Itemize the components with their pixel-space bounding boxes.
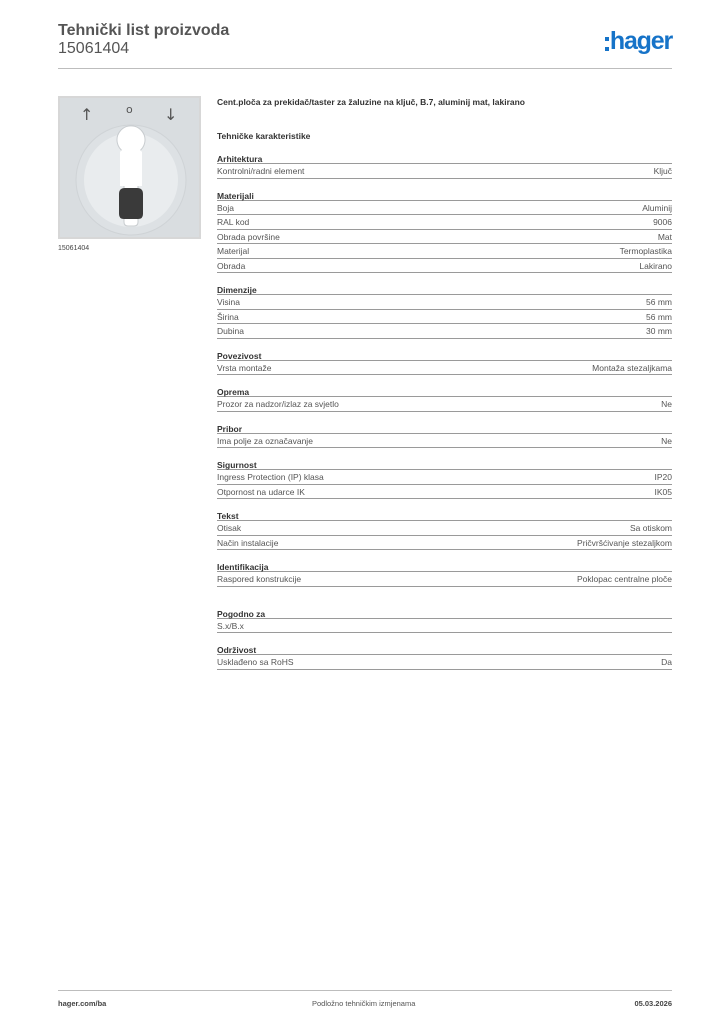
spec-row: [217, 572, 672, 587]
spec-label: Način instalacije: [217, 537, 279, 548]
spec-value: Termoplastika: [619, 246, 672, 256]
spec-label: Materijal: [217, 246, 250, 256]
product-image-caption: 15061404: [58, 245, 90, 252]
spec-section: [217, 424, 672, 449]
footer-disclaimer: Podložno tehničkim izmjenama: [312, 999, 416, 1008]
spec-label: Obrada: [217, 260, 246, 271]
spec-value: Da: [661, 657, 672, 667]
section-title: Materijali: [217, 191, 672, 201]
section-title: Održivost: [217, 645, 672, 655]
spec-row: [217, 215, 672, 230]
spec-value: Ne: [661, 399, 672, 409]
spec-section: [217, 645, 672, 670]
spec-row: [217, 470, 672, 485]
logo-text: hager: [609, 27, 672, 55]
arrow-down-icon: ↓: [164, 105, 178, 124]
section-title: Identifikacija: [217, 562, 672, 572]
spec-label: Ingress Protection (IP) klasa: [217, 472, 324, 482]
logo-colon-icon: [605, 37, 609, 51]
arrow-up-icon: ↑: [80, 105, 94, 124]
section-title: Tekst: [217, 511, 672, 521]
spec-label: Raspored konstrukcije: [217, 574, 302, 584]
spec-section: [217, 562, 672, 587]
document-number: 15061404: [58, 40, 130, 57]
section-title: Pribor: [217, 424, 672, 434]
footer-date: 05.03.2026: [634, 999, 672, 1008]
spec-row: [217, 164, 672, 179]
spec-value: Poklopac centralne ploče: [577, 574, 672, 584]
spec-row: [217, 655, 672, 670]
product-name: Cent.ploča za prekidač/taster za žaluzine na ključ, B.7, aluminij mat, lakirano: [217, 97, 525, 107]
spec-heading: Tehničke karakteristike: [217, 131, 311, 141]
hager-logo: [605, 28, 672, 54]
section-title: Arhitektura: [217, 154, 672, 164]
key-switch-plate-illustration: [60, 98, 199, 237]
footer-website: hager.com/ba: [58, 999, 107, 1008]
spec-row: [217, 434, 672, 449]
spec-row: [217, 244, 672, 259]
spec-label: Ima polje za označavanje: [217, 435, 313, 446]
spec-value: Montaža stezaljkama: [592, 362, 672, 373]
spec-value: IK05: [654, 486, 672, 497]
spec-section: [217, 285, 672, 339]
keyhole-upper: [120, 147, 142, 186]
spec-section: [217, 351, 672, 376]
spec-content: [217, 96, 672, 670]
document-title: Tehnički list proizvoda: [58, 22, 230, 39]
spec-value: Lakirano: [639, 260, 672, 271]
section-title: Sigurnost: [217, 460, 672, 470]
section-title: Dimenzije: [217, 285, 672, 295]
spec-row: [217, 230, 672, 245]
spec-row: [217, 397, 672, 412]
spec-value: Aluminij: [642, 202, 672, 213]
spec-section: [217, 154, 672, 179]
spec-label: Širina: [217, 311, 239, 322]
spec-value: Mat: [657, 231, 672, 242]
spec-value: 30 mm: [646, 326, 672, 336]
spec-label: Usklađeno sa RoHS: [217, 657, 294, 667]
spec-row: [217, 521, 672, 536]
spec-value: Ključ: [653, 166, 672, 176]
spec-section: [217, 511, 672, 550]
spec-value: 56 mm: [646, 311, 672, 322]
spec-label: Kontrolni/radni element: [217, 166, 305, 176]
section-title: Povezivost: [217, 351, 672, 361]
spec-value: Ne: [661, 435, 672, 446]
spec-label: Visina: [217, 297, 240, 307]
spec-label: Dubina: [217, 326, 244, 336]
spec-row: [217, 361, 672, 376]
spec-value: 9006: [653, 217, 672, 227]
spec-row: [217, 619, 672, 634]
spec-label: Vrsta montaže: [217, 362, 272, 373]
spec-section: [217, 609, 672, 634]
spec-row: [217, 324, 672, 339]
spec-section: [217, 387, 672, 412]
spec-section: [217, 191, 672, 274]
spec-label: Obrada površine: [217, 231, 280, 242]
spec-label: S.x/B.x: [217, 620, 244, 631]
spec-label: Boja: [217, 202, 235, 213]
spec-row: [217, 201, 672, 216]
page-header: [58, 22, 672, 69]
spec-value: Pričvršćivanje stezaljkom: [577, 537, 672, 548]
spec-row: [217, 295, 672, 310]
product-image: [58, 96, 201, 239]
spec-sections: [217, 154, 672, 670]
section-title: Oprema: [217, 387, 672, 397]
spec-row: [217, 485, 672, 500]
spec-row: [217, 259, 672, 274]
spec-label: RAL kod: [217, 217, 250, 227]
spec-row: [217, 536, 672, 551]
spec-value: 56 mm: [646, 297, 672, 307]
spec-row: [217, 310, 672, 325]
spec-label: Otisak: [217, 523, 242, 533]
center-position-icon: o: [126, 103, 133, 116]
spec-value: Sa otiskom: [629, 523, 672, 533]
spec-section: [217, 460, 672, 499]
keyhole-slot: [119, 188, 143, 219]
section-title: Pogodno za: [217, 609, 672, 619]
page-footer: [58, 990, 672, 1020]
spec-value: IP20: [654, 472, 672, 482]
spec-label: Prozor za nadzor/izlaz za svjetlo: [217, 399, 339, 409]
spec-label: Otpornost na udarce IK: [217, 486, 305, 497]
